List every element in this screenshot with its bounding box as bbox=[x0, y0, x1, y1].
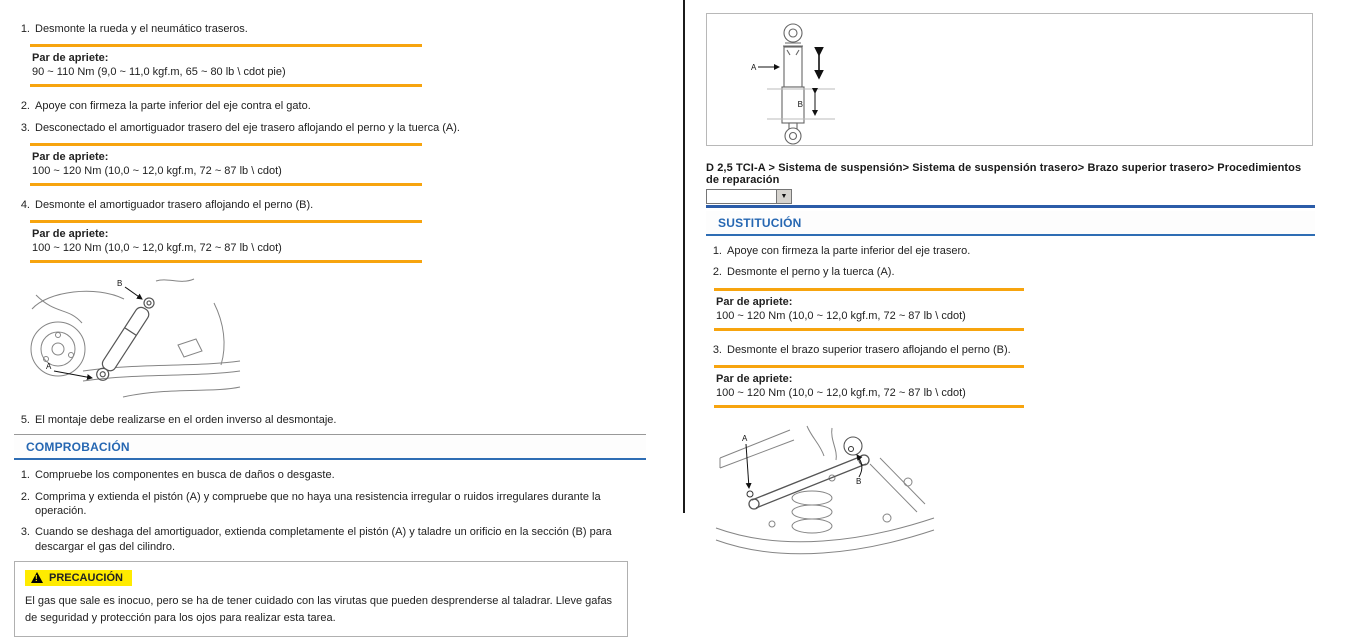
step-number: 1. bbox=[712, 245, 722, 257]
torque-spec bbox=[714, 288, 1024, 331]
step-text: Apoye con firmeza la parte inferior del eje trasero. bbox=[727, 245, 971, 257]
replacement-step bbox=[708, 244, 1315, 258]
caution-text: El gas que sale es inocuo, pero se ha de tener cuidado con las virutas que pueden desprenderse al taladrar. Lleve gafas de seguridad y protección para los ojos para realizar esta tarea. bbox=[25, 595, 613, 624]
section-heading-comprobacion: COMPROBACIÓN bbox=[14, 434, 646, 460]
step-number: 2. bbox=[20, 490, 30, 503]
step-number: 1. bbox=[20, 23, 30, 35]
step-number: 2. bbox=[20, 100, 30, 113]
dropdown-value bbox=[707, 190, 776, 203]
step-number: 3. bbox=[20, 121, 30, 134]
step-number: 5. bbox=[20, 414, 30, 427]
torque-value: 100 ~ 120 Nm (10,0 ~ 12,0 kgf.m, 72 ~ 87 lb \ cdot) bbox=[32, 164, 282, 177]
caution-label-text: PRECAUCIÓN bbox=[49, 571, 123, 584]
torque-value: 100 ~ 120 Nm (10,0 ~ 12,0 kgf.m, 72 ~ 87 lb \ cdot) bbox=[32, 242, 282, 255]
replacement-step bbox=[708, 265, 1315, 279]
inspection-step bbox=[16, 468, 646, 482]
step-number: 2. bbox=[712, 266, 722, 279]
removal-step bbox=[16, 99, 646, 113]
inspection-step bbox=[16, 525, 646, 554]
diagram-label-a: A bbox=[751, 63, 757, 72]
step-number: 3. bbox=[20, 526, 30, 539]
diagram-label-b: B bbox=[797, 100, 803, 109]
torque-spec bbox=[30, 44, 422, 87]
step-text: Compruebe los componentes en busca de daños o desgaste. bbox=[35, 469, 335, 482]
left-column bbox=[14, 0, 646, 637]
right-column bbox=[706, 0, 1315, 560]
callout-label-a: A bbox=[742, 433, 748, 443]
caution-box bbox=[14, 561, 628, 637]
step-text: Desmonte el brazo superior trasero aflojando el perno (B). bbox=[727, 343, 1011, 356]
step-text: Desconectado el amortiguador trasero del eje trasero aflojando el perno y la tuerca (A). bbox=[35, 121, 460, 134]
removal-step bbox=[16, 413, 646, 427]
step-text: Desmonte la rueda y el neumático traseros. bbox=[35, 23, 248, 35]
torque-spec bbox=[714, 365, 1024, 408]
step-text: Desmonte el perno y la tuerca (A). bbox=[727, 266, 895, 279]
step-text: Cuando se deshaga del amortiguador, extienda completamente el pistón (A) y taladre un orificio en la sección (B) para descargar el gas del cilindro. bbox=[35, 526, 612, 553]
step-number: 4. bbox=[20, 198, 30, 211]
breadcrumb: D 2,5 TCI-A > Sistema de suspensión> Sistema de suspensión trasero> Brazo superior trasero> Procedimientos de reparación bbox=[706, 162, 1302, 186]
removal-step bbox=[16, 121, 646, 135]
replacement-step bbox=[708, 343, 1315, 357]
torque-label: Par de apriete: bbox=[716, 295, 793, 308]
step-text: Comprima y extienda el pistón (A) y compruebe que no haya una resistencia irregular o ruidos irregulares durante la operación. bbox=[35, 490, 601, 518]
removal-step bbox=[16, 22, 646, 36]
caution-label bbox=[25, 570, 132, 586]
torque-value: 90 ~ 110 Nm (9,0 ~ 11,0 kgf.m, 65 ~ 80 lb \ cdot pie) bbox=[32, 66, 286, 79]
torque-label: Par de apriete: bbox=[32, 150, 109, 163]
callout-label-a: A bbox=[46, 362, 52, 372]
section-heading-sustitucion: SUSTITUCIÓN bbox=[706, 211, 1315, 236]
torque-spec bbox=[30, 220, 422, 263]
step-number: 3. bbox=[712, 343, 722, 356]
rear-upper-arm-illustration bbox=[712, 420, 937, 560]
torque-spec bbox=[30, 143, 422, 186]
torque-label: Par de apriete: bbox=[716, 372, 793, 385]
removal-step bbox=[16, 198, 646, 212]
callout-label-b: B bbox=[117, 279, 123, 289]
chevron-glyph: ▼ bbox=[780, 193, 788, 200]
torque-value: 100 ~ 120 Nm (10,0 ~ 12,0 kgf.m, 72 ~ 87 lb \ cdot) bbox=[716, 309, 966, 322]
step-text: Apoye con firmeza la parte inferior del eje contra el gato. bbox=[35, 100, 311, 113]
breadcrumb-rule bbox=[706, 205, 1315, 208]
callout-label-b: B bbox=[856, 476, 862, 486]
torque-label: Par de apriete: bbox=[32, 228, 109, 241]
rear-shock-absorber-mounted-illustration bbox=[28, 275, 240, 409]
shock-absorber-diagram-box bbox=[706, 13, 1313, 146]
warning-triangle-icon bbox=[31, 572, 43, 583]
column-divider bbox=[683, 0, 685, 513]
chevron-down-icon[interactable] bbox=[776, 190, 791, 203]
step-text: El montaje debe realizarse en el orden inverso al desmontaje. bbox=[35, 414, 337, 427]
torque-value: 100 ~ 120 Nm (10,0 ~ 12,0 kgf.m, 72 ~ 87 lb \ cdot) bbox=[716, 386, 966, 399]
shock-absorber-diagram bbox=[707, 14, 1312, 145]
step-number: 1. bbox=[20, 469, 30, 482]
step-text: Desmonte el amortiguador trasero aflojando el perno (B). bbox=[35, 198, 314, 211]
jump-dropdown[interactable] bbox=[706, 189, 792, 204]
inspection-step bbox=[16, 490, 646, 519]
torque-label: Par de apriete: bbox=[32, 52, 109, 65]
